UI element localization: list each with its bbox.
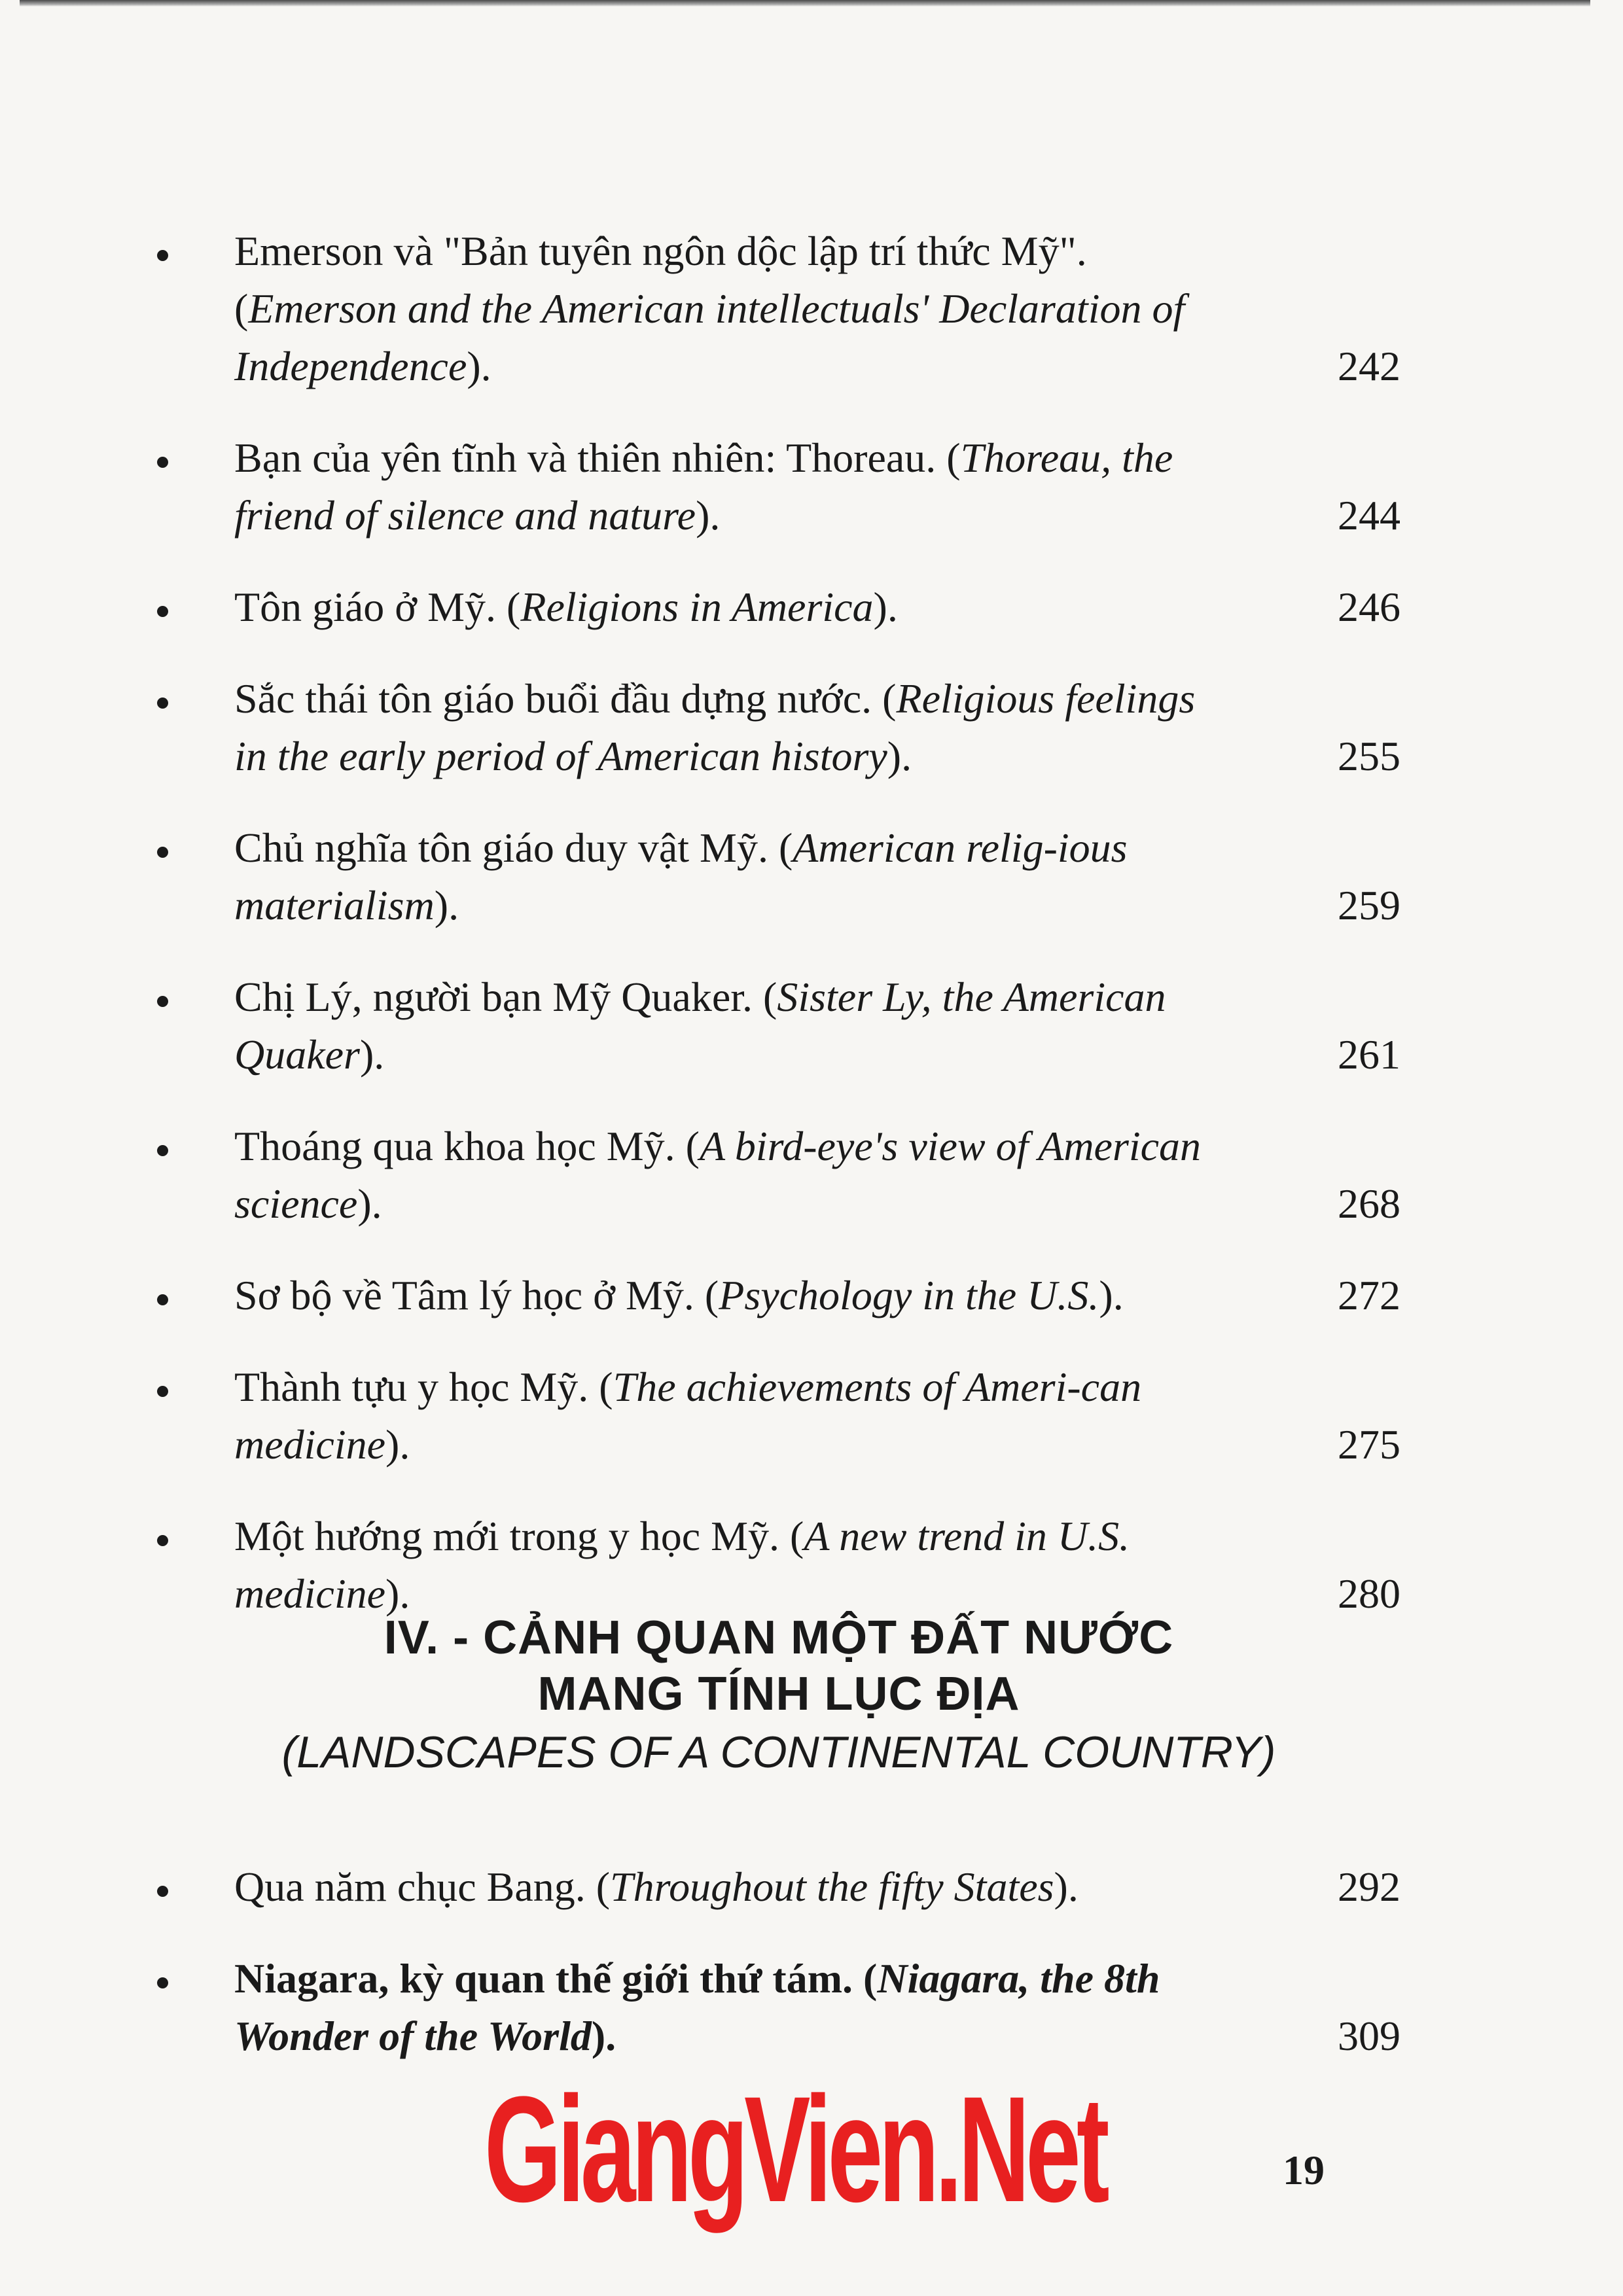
section-title-line1: IV. - CẢNH QUAN MỘT ĐẤT NƯỚC xyxy=(383,1612,1174,1664)
entry-title-tail: ). xyxy=(591,2013,616,2059)
toc-entry xyxy=(157,1358,1400,1474)
entry-title-en: Sister Ly, the American Quaker xyxy=(234,974,1166,1078)
toc-entry xyxy=(157,1118,1400,1233)
watermark-logo: GiangVien.Net xyxy=(484,2065,1105,2233)
bullet-icon xyxy=(157,847,168,858)
entry-page-number: 259 xyxy=(1338,882,1400,928)
entry-page-number: 272 xyxy=(1338,1272,1400,1318)
entry-title-tail: ). xyxy=(434,882,459,928)
entry-title-tail: ). xyxy=(1099,1272,1124,1318)
entry-page-number: 242 xyxy=(1338,343,1400,389)
bullet-icon xyxy=(157,606,168,617)
entry-title-en: Religions in America xyxy=(520,584,874,630)
toc-entry xyxy=(157,1858,1400,1916)
entry-page-number: 292 xyxy=(1338,1863,1400,1910)
entry-title xyxy=(234,670,1216,785)
section-heading xyxy=(157,1610,1400,1782)
toc-entry xyxy=(157,1267,1400,1324)
entry-title-vi: Chủ nghĩa tôn giáo duy vật Mỹ. ( xyxy=(234,824,793,871)
entry-title-tail: ). xyxy=(1054,1863,1079,1910)
bullet-icon xyxy=(157,698,168,709)
bullet-icon xyxy=(157,996,168,1007)
entry-title-vi: Niagara, kỳ quan thế giới thứ tám. ( xyxy=(234,1955,878,2002)
entry-title xyxy=(234,1267,1216,1324)
page-folio-number: 19 xyxy=(1283,2147,1325,2193)
entry-title-tail: ). xyxy=(887,733,912,779)
toc-entry xyxy=(157,1508,1400,1623)
entry-title xyxy=(234,1508,1216,1623)
entry-title-vi: Emerson và "Bản tuyên ngôn dộc lập trí thức Mỹ". ( xyxy=(234,228,1087,332)
toc-entry xyxy=(157,670,1400,785)
entry-page-number: 268 xyxy=(1338,1180,1400,1227)
bullet-icon xyxy=(157,1145,168,1156)
entry-title-tail: ). xyxy=(359,1031,385,1078)
entry-page-number: 280 xyxy=(1338,1570,1400,1617)
bullet-icon xyxy=(157,1977,168,1988)
bullet-icon xyxy=(157,1886,168,1897)
entry-title xyxy=(234,429,1216,544)
entry-title-vi: Một hướng mới trong y học Mỹ. ( xyxy=(234,1513,804,1559)
entry-title xyxy=(234,1950,1216,2065)
entry-title-vi: Sắc thái tôn giáo buổi đầu dựng nước. ( xyxy=(234,675,897,722)
entry-page-number: 244 xyxy=(1338,492,1400,539)
entry-title-en: Throughout the fifty States xyxy=(610,1863,1054,1910)
entry-title xyxy=(234,968,1216,1084)
toc-entry xyxy=(157,222,1400,395)
entry-title-en: Religious feelings in the early period of American history xyxy=(234,675,1196,779)
entry-title-en: A bird-eye's view of American science xyxy=(234,1123,1202,1227)
entry-title-en: Emerson and the American intellectuals' Declaration of Independence xyxy=(234,285,1185,389)
entry-title-vi: Tôn giáo ở Mỹ. ( xyxy=(234,584,521,630)
bullet-icon xyxy=(157,250,168,261)
bullet-icon xyxy=(157,457,168,468)
toc-entry xyxy=(157,429,1400,544)
toc-list xyxy=(157,222,1400,1657)
entry-title-en: American relig-ious materialism xyxy=(234,824,1128,928)
entry-title-en: Niagara, the 8th Wonder of the World xyxy=(234,1955,1160,2059)
section-subtitle: (LANDSCAPES OF A CONTINENTAL COUNTRY) xyxy=(281,1727,1276,1777)
entry-title-tail: ). xyxy=(357,1180,382,1227)
entry-page-number: 261 xyxy=(1338,1031,1400,1078)
page-top-edge xyxy=(20,0,1590,7)
entry-title-en: The achievements of Ameri-can medicine xyxy=(234,1364,1142,1468)
bullet-icon xyxy=(157,1294,168,1305)
entry-title-tail: ). xyxy=(873,584,898,630)
bullet-icon xyxy=(157,1386,168,1397)
entry-page-number: 246 xyxy=(1338,584,1400,630)
entry-title-vi: Thành tựu y học Mỹ. ( xyxy=(234,1364,613,1410)
entry-title xyxy=(234,578,1216,636)
bullet-icon xyxy=(157,1535,168,1546)
entry-title xyxy=(234,1358,1216,1474)
entry-title-tail: ). xyxy=(696,492,721,539)
entry-title-vi: Thoáng qua khoa học Mỹ. ( xyxy=(234,1123,700,1169)
entry-title-en: Thoreau, the friend of silence and nature xyxy=(234,434,1173,539)
entry-title-vi: Bạn của yên tĩnh và thiên nhiên: Thoreau. ( xyxy=(234,434,961,481)
section-title-line2: MANG TÍNH LỤC ĐỊA xyxy=(537,1668,1020,1720)
entry-title xyxy=(234,1118,1216,1233)
entry-title-vi: Qua năm chục Bang. ( xyxy=(234,1863,611,1910)
entry-page-number: 309 xyxy=(1338,2013,1400,2059)
entry-title xyxy=(234,1858,1216,1916)
entry-title-vi: Chị Lý, người bạn Mỹ Quaker. ( xyxy=(234,974,777,1020)
entry-page-number: 275 xyxy=(1338,1421,1400,1468)
toc-entry xyxy=(157,1950,1400,2065)
entry-title-en: A new trend in U.S. medicine xyxy=(234,1513,1130,1617)
toc-entry xyxy=(157,968,1400,1084)
entry-title xyxy=(234,819,1216,934)
entry-title xyxy=(234,222,1216,395)
entry-title-vi: Sơ bộ về Tâm lý học ở Mỹ. ( xyxy=(234,1272,719,1318)
toc-entry xyxy=(157,578,1400,636)
entry-page-number: 255 xyxy=(1338,733,1400,779)
toc-list-section-iv xyxy=(157,1858,1400,2099)
entry-title-en: Psychology in the U.S. xyxy=(719,1272,1099,1318)
toc-entry xyxy=(157,819,1400,934)
entry-title-tail: ). xyxy=(467,343,491,389)
entry-title-tail: ). xyxy=(385,1421,410,1468)
entry-title-tail: ). xyxy=(385,1570,410,1617)
